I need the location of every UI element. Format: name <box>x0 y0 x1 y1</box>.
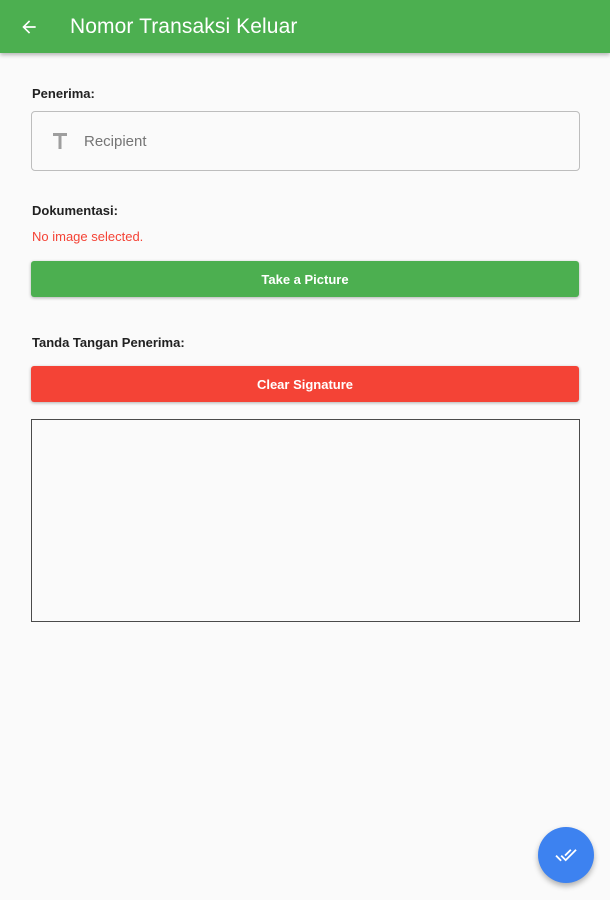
submit-fab[interactable] <box>538 827 594 883</box>
signature-pad[interactable] <box>31 419 580 622</box>
app-bar <box>0 0 610 53</box>
arrow-back-icon <box>19 17 39 37</box>
recipient-label: Penerima: <box>32 86 95 101</box>
recipient-input[interactable] <box>84 133 544 150</box>
take-picture-label: Take a Picture <box>261 271 349 287</box>
clear-signature-button[interactable] <box>31 366 579 402</box>
signature-label: Tanda Tangan Penerima: <box>32 335 185 350</box>
page-title: Nomor Transaksi Keluar <box>70 14 298 38</box>
recipient-field[interactable] <box>31 111 580 171</box>
clear-signature-label: Clear Signature <box>256 376 354 392</box>
back-button[interactable] <box>0 0 58 53</box>
documentation-label: Dokumentasi: <box>32 203 118 218</box>
done-all-icon <box>555 844 577 866</box>
text-format-icon <box>36 132 84 150</box>
take-picture-button[interactable] <box>31 261 579 297</box>
no-image-status: No image selected. <box>32 229 144 244</box>
